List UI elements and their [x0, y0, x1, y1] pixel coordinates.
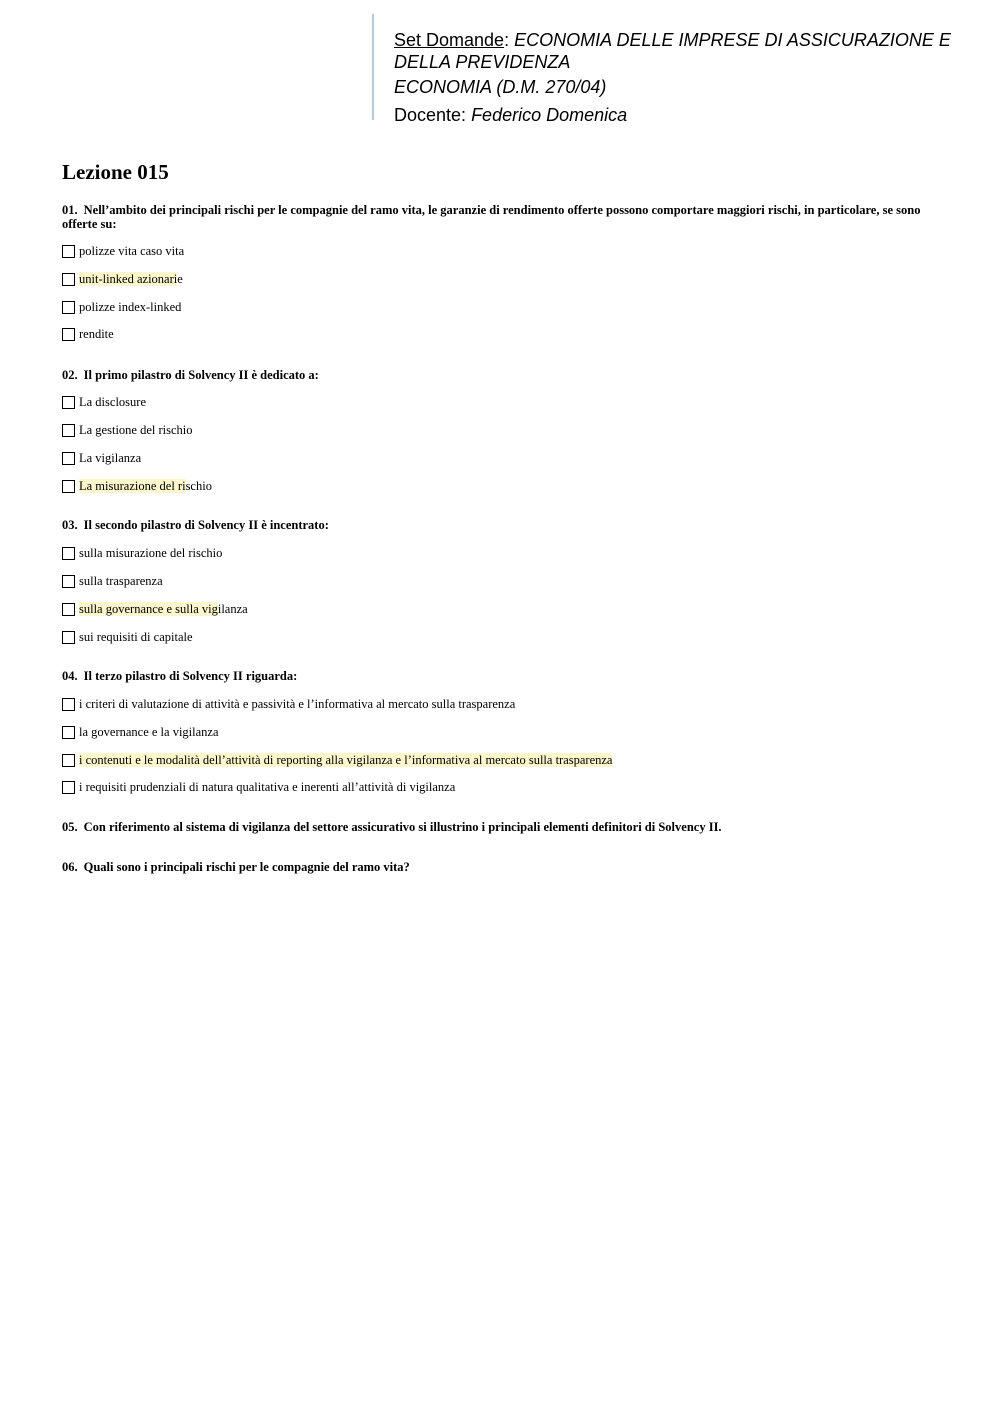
question-number: 06.: [62, 860, 78, 874]
answer-label: [78, 327, 115, 342]
answer-checkbox[interactable]: [62, 301, 75, 314]
answer-option[interactable]: [62, 752, 613, 768]
answer-checkbox[interactable]: [62, 328, 75, 341]
set-label: Set Domande: [394, 30, 505, 50]
answer-label: [78, 780, 456, 795]
answer-text: ilanza: [217, 601, 248, 616]
answer-label: [78, 546, 223, 561]
teacher-line: [394, 104, 627, 126]
answer-label: [78, 423, 194, 438]
document-header: [372, 14, 982, 125]
answer-text: i requisiti prudenziali di natura qualitativa e inerenti all’attività di vigilanza: [79, 779, 456, 794]
answer-checkbox[interactable]: [62, 424, 75, 437]
answer-checkbox[interactable]: [62, 781, 75, 794]
lesson-title: Lezione 015: [62, 160, 169, 184]
answer-checkbox[interactable]: [62, 754, 75, 767]
answer-label: [78, 479, 213, 494]
answer-checkbox[interactable]: [62, 480, 75, 493]
header-course-line: [394, 29, 951, 51]
answer-option[interactable]: [62, 243, 185, 259]
answer-checkbox[interactable]: [62, 547, 75, 560]
answer-label: [78, 451, 142, 466]
answer-text: La gestione del rischio: [79, 422, 193, 437]
answer-text: La vigilanza: [79, 450, 142, 465]
answer-checkbox[interactable]: [62, 698, 75, 711]
question-text: Il terzo pilastro di Solvency II riguarda:: [83, 669, 298, 683]
answer-checkbox[interactable]: [62, 603, 75, 616]
answer-label: [78, 244, 185, 259]
question-text: Il secondo pilastro di Solvency II è incentrato:: [83, 518, 329, 532]
question-3: [62, 519, 942, 533]
question-number: 02.: [62, 368, 78, 382]
answer-text: schio: [185, 478, 212, 493]
answer-checkbox[interactable]: [62, 273, 75, 286]
question-number: 01.: [62, 203, 78, 217]
highlighted-answer-text: i contenuti e le modalità dell’attività di reporting alla vigilanza e l’informativa al mercato sulla trasparenza: [79, 752, 613, 767]
teacher-label: Docente:: [394, 105, 467, 125]
answer-text: rendite: [79, 326, 114, 341]
question-number: 04.: [62, 669, 78, 683]
question-text: Nell’ambito dei principali rischi per le compagnie del ramo vita, le garanzie di rendimento offerte possono comportare maggiori rischi, in particolare, se sono offerte su:: [62, 203, 921, 231]
question-2: [62, 369, 942, 383]
answer-option[interactable]: [62, 545, 223, 561]
answer-text: sulla trasparenza: [79, 573, 163, 588]
answer-label: [78, 574, 164, 589]
question-text: Il primo pilastro di Solvency II è dedicato a:: [83, 368, 319, 382]
answer-text: i criteri di valutazione di attività e passività e l’informativa al mercato sulla trasparenza: [79, 696, 516, 711]
answer-label: [78, 753, 613, 768]
question-text: Quali sono i principali rischi per le compagnie del ramo vita?: [83, 860, 410, 874]
answer-checkbox[interactable]: [62, 631, 75, 644]
answer-text: polizze index-linked: [79, 299, 182, 314]
answer-option[interactable]: [62, 326, 115, 342]
answer-option[interactable]: [62, 601, 249, 617]
answer-checkbox[interactable]: [62, 575, 75, 588]
answer-option[interactable]: [62, 271, 184, 287]
question-6: [62, 861, 942, 875]
answer-option[interactable]: [62, 422, 194, 438]
answer-label: [78, 697, 516, 712]
answer-option[interactable]: [62, 394, 147, 410]
answer-text: polizze vita caso vita: [79, 243, 185, 258]
answer-option[interactable]: [62, 724, 220, 740]
answer-option[interactable]: [62, 299, 182, 315]
answer-text: la governance e la vigilanza: [79, 724, 219, 739]
answer-option[interactable]: [62, 450, 142, 466]
answer-text: La disclosure: [79, 394, 146, 409]
degree-name: ECONOMIA (D.M. 270/04): [394, 77, 607, 97]
answer-option[interactable]: [62, 573, 164, 589]
answer-option[interactable]: [62, 696, 516, 712]
course-name-line2: DELLA PREVIDENZA: [394, 52, 571, 72]
highlighted-answer-text: sulla governance e sulla vig: [79, 601, 218, 616]
answer-checkbox[interactable]: [62, 396, 75, 409]
question-5: [62, 821, 942, 835]
answer-label: [78, 725, 220, 740]
answer-option[interactable]: [62, 779, 456, 795]
answer-label: [78, 630, 194, 645]
question-number: 03.: [62, 518, 78, 532]
answer-checkbox[interactable]: [62, 726, 75, 739]
question-1: [62, 204, 942, 231]
answer-label: [78, 300, 182, 315]
question-text: Con riferimento al sistema di vigilanza del settore assicurativo si illustrino i principali elementi definitori di Solvency II.: [83, 820, 722, 834]
answer-checkbox[interactable]: [62, 245, 75, 258]
course-name-line1: ECONOMIA DELLE IMPRESE DI ASSICURAZIONE E: [514, 30, 951, 50]
highlighted-answer-text: unit-linked azionari: [79, 271, 178, 286]
set-colon: :: [504, 30, 510, 50]
teacher-name: Federico Domenica: [471, 105, 628, 125]
answer-label: [78, 395, 147, 410]
question-number: 05.: [62, 820, 78, 834]
answer-text: sulla misurazione del rischio: [79, 545, 223, 560]
answer-option[interactable]: [62, 629, 194, 645]
question-4: [62, 670, 942, 684]
answer-text: sui requisiti di capitale: [79, 629, 193, 644]
answer-label: [78, 602, 249, 617]
answer-text: e: [177, 271, 183, 286]
answer-option[interactable]: [62, 478, 213, 494]
highlighted-answer-text: La misurazione del ri: [79, 478, 186, 493]
answer-checkbox[interactable]: [62, 452, 75, 465]
answer-label: [78, 272, 184, 287]
